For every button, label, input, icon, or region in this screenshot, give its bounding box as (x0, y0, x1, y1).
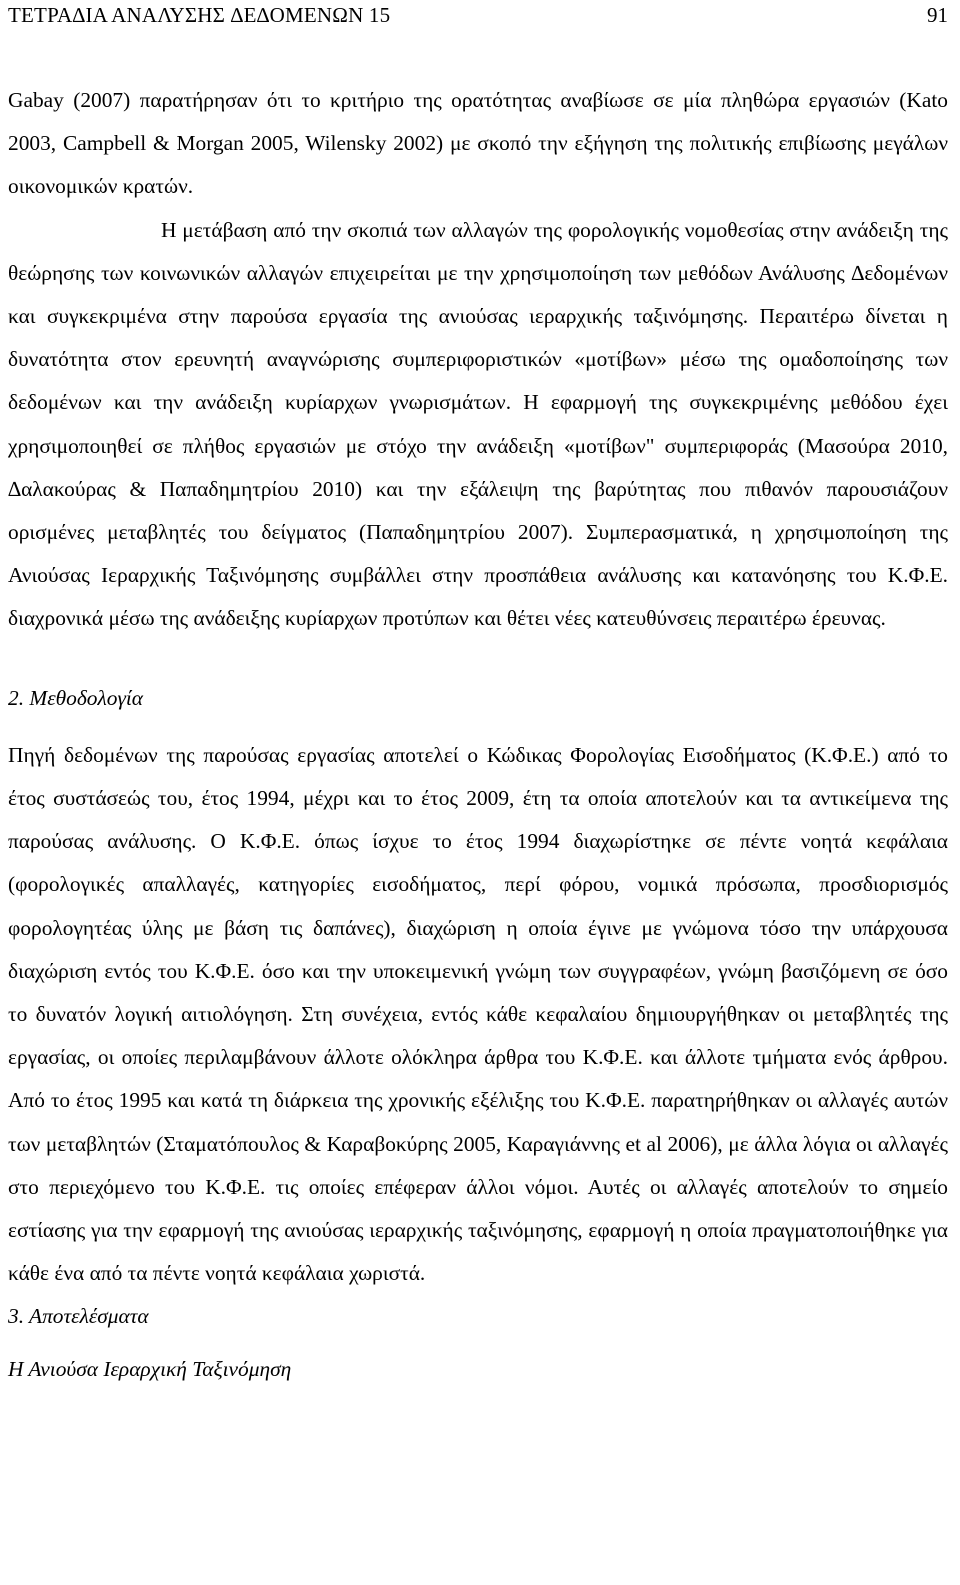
document-page (8, 0, 948, 1391)
subsection-heading-hierarchical-classification: Η Ανιούσα Ιεραρχική Ταξινόμηση (8, 1356, 292, 1381)
paragraph-transition: Η μετάβαση από την σκοπιά των αλλαγών της φορολογικής νομοθεσίας στην ανάδειξη της θεώρησης των κοινωνικών αλλαγών επιχειρείται με την χρησιμοποίηση των μεθόδων Ανάλυσης ∆εδομένων και συγκεκριμένα στην παρούσα εργασία της ανιούσας ιεραρχικής ταξινόμησης. Περαιτέρω δίνεται η δυνατότητα στον ερευνητή αναγνώρισης συμπεριφοριστικών «μοτίβων» μέσω της ομαδοποίησης των δεδομένων και την ανάδειξη κυρίαρχων γνωρισμάτων. Η εφαρμογή της συγκεκριμένης μεθόδου έχει χρησιμοποιηθεί σε πλήθος εργασιών με στόχο την ανάδειξη «μοτίβων" συμπεριφοράς (Μασούρα 2010, ∆αλακούρας & Παπαδημητρίου 2010) και την εξάλειψη της βαρύτητας που πιθανόν παρουσιάζουν ορισμένες μεταβλητές του δείγματος (Παπαδημητρίου 2007). Συμπερασματικά, η χρησιμοποίηση της Ανιούσας Ιεραρχικής Ταξινόμησης συμβάλλει στην προσπάθεια ανάλυσης και κατανόησης του Κ.Φ.Ε. διαχρονικά μέσω της ανάδειξης κυρίαρχων προτύπων και θέτει νέες κατευθύνσεις περαιτέρω έρευνας. (8, 217, 948, 631)
running-header-title: ΤΕΤΡΑ∆ΙΑ ΑΝΑΛΥΣΗΣ ∆Ε∆ΟΜΕΝΩΝ 15 (8, 3, 391, 27)
running-header (8, 0, 948, 36)
paragraph-methodology: Πηγή δεδομένων της παρούσας εργασίας αποτελεί ο Κώδικας Φορολογίας Εισοδήματος (Κ.Φ.Ε.) από το έτος συστάσεώς του, έτος 1994, μέχρι και το έτος 2009, έτη τα οποία αποτελούν και τα αντικείμενα της παρούσας ανάλυσης. Ο Κ.Φ.Ε. όπως ίσχυε το έτος 1994 διαχωρίστηκε σε πέντε νοητά κεφάλαια (φορολογικές απαλλαγές, κατηγορίες εισοδήματος, περί φόρου, νομικά πρόσωπα, προσδιορισμός φορολογητέας ύλης με βάση τις δαπάνες), διαχώριση η οποία έγινε με γνώμονα τόσο την υπάρχουσα διαχώριση εντός του Κ.Φ.Ε. όσο και την υποκειμενική γνώμη των συγγραφέων, γνώμη βασιζόμενη σε όσο το δυνατόν λογική αιτιολόγηση. Στη συνέχεια, εντός κάθε κεφαλαίου δημιουργήθηκαν οι μεταβλητές της εργασίας, οι οποίες περιλαμβάνουν άλλοτε ολόκληρα άρθρα του Κ.Φ.Ε. και άλλοτε τμήματα ενός άρθρου. Από το έτος 1995 και κατά τη διάρκεια της χρονικής εξέλιξης του Κ.Φ.Ε. παρατηρήθηκαν οι αλλαγές αυτών των μεταβλητών (Σταματόπουλος & Καραβοκύρης 2005, Καραγιάννης et al 2006), με άλλα λόγια οι αλλαγές στο περιεχόμενο του Κ.Φ.Ε. τις οποίες επέφεραν άλλοι νόμοι. Αυτές οι αλλαγές αποτελούν το σημείο εστίασης για την εφαρμογή της ανιούσας ιεραρχικής ταξινόμησης, εφαρμογή η οποία πραγματοποιήθηκε για κάθε ένα από τα πέντε νοητά κεφάλαια χωριστά. (8, 742, 948, 1286)
paragraph-intro-end: Gabay (2007) παρατήρησαν ότι το κριτήριο της ορατότητας αναβίωσε σε μία πληθώρα εργασιών (Kato 2003, Campbell & Morgan 2005, Wilensky 2002) με σκοπό την εξήγηση της πολιτικής επιβίωσης μεγάλων οικονομικών κρατών. (8, 88, 948, 199)
page-number: 91 (927, 3, 948, 27)
section-heading-results: 3. Αποτελέσματα (8, 1304, 149, 1329)
section-heading-methodology: 2. Μεθοδολογία (8, 685, 144, 710)
